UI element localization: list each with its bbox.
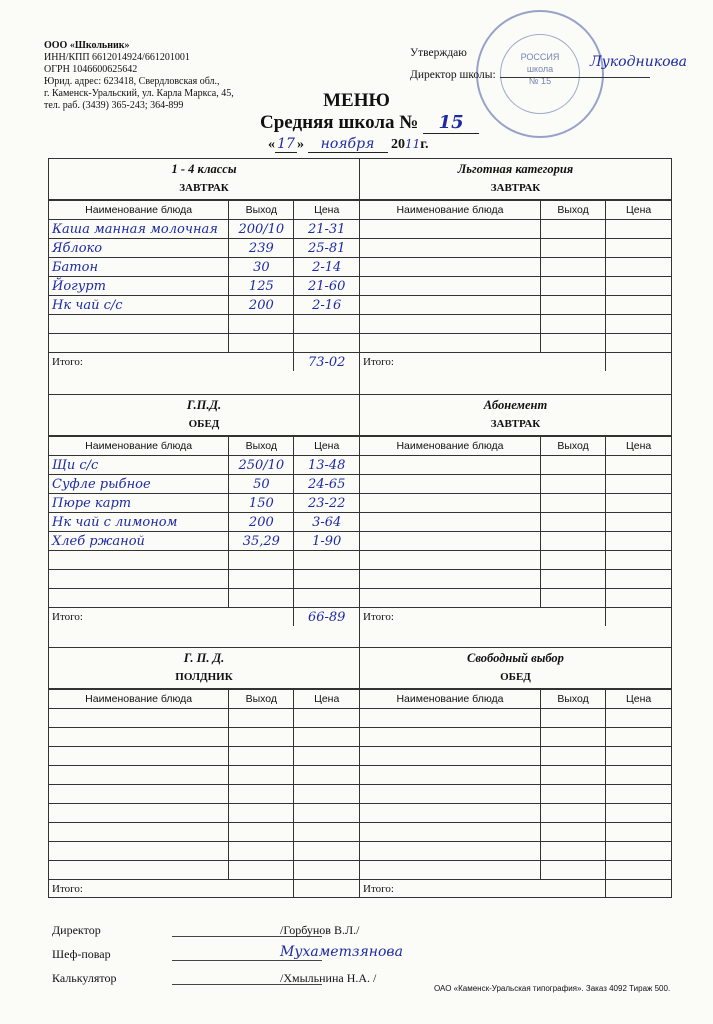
dish-output bbox=[229, 804, 294, 823]
table-row bbox=[49, 709, 359, 728]
calculator-name: /Хмыльнина Н.А. / bbox=[280, 971, 377, 985]
table-row bbox=[49, 823, 359, 842]
dish-name bbox=[49, 842, 229, 861]
dish-name bbox=[49, 315, 229, 334]
dish-name bbox=[360, 551, 540, 570]
chef-sign-row bbox=[52, 942, 403, 966]
school-label: Средняя школа № bbox=[260, 112, 419, 133]
date-year-prefix: 20 bbox=[391, 137, 405, 152]
table-row bbox=[49, 766, 359, 785]
dish-price bbox=[606, 296, 671, 315]
section-title: Г.П.Д. bbox=[186, 398, 222, 412]
dish-price bbox=[606, 570, 671, 589]
dish-name bbox=[360, 570, 540, 589]
table-row bbox=[360, 475, 671, 494]
dish-output bbox=[540, 296, 605, 315]
dish-price bbox=[294, 785, 359, 804]
dish-output bbox=[229, 728, 294, 747]
dish-name bbox=[49, 861, 229, 880]
dish-name bbox=[49, 709, 229, 728]
table-row bbox=[49, 551, 359, 570]
dish-price: 13-48 bbox=[294, 456, 359, 475]
total-label: Итого: bbox=[49, 608, 294, 627]
dish-output bbox=[540, 277, 605, 296]
director-name: /Горбунов В.Л./ bbox=[280, 923, 360, 937]
table-row bbox=[360, 823, 671, 842]
table-row bbox=[49, 861, 359, 880]
total-label: Итого: bbox=[49, 880, 294, 899]
section-title: Г. П. Д. bbox=[183, 651, 225, 665]
dish-price: 1-90 bbox=[294, 532, 359, 551]
table-row bbox=[360, 315, 671, 334]
dish-output bbox=[540, 551, 605, 570]
dish-name: Хлеб ржаной bbox=[49, 532, 229, 551]
dish-name bbox=[49, 589, 229, 608]
dish-price bbox=[606, 589, 671, 608]
menu-date bbox=[268, 136, 429, 153]
column-header-price: Цена bbox=[606, 437, 671, 456]
total-value: 66-89 bbox=[294, 608, 359, 627]
dish-output bbox=[540, 842, 605, 861]
table-row bbox=[360, 804, 671, 823]
dish-name bbox=[360, 513, 540, 532]
dish-output: 30 bbox=[229, 258, 294, 277]
dish-name bbox=[360, 494, 540, 513]
total-row bbox=[360, 608, 671, 627]
table-row bbox=[49, 258, 359, 277]
dish-price bbox=[294, 804, 359, 823]
dish-output bbox=[229, 709, 294, 728]
column-header-name: Наименование блюда bbox=[360, 690, 540, 709]
dish-price: 21-60 bbox=[294, 277, 359, 296]
dish-output bbox=[540, 861, 605, 880]
column-header-price: Цена bbox=[294, 437, 359, 456]
org-address-1: Юрид. адрес: 623418, Свердловская обл., bbox=[44, 76, 220, 87]
table-row bbox=[360, 747, 671, 766]
dish-price bbox=[606, 804, 671, 823]
date-day: 17 bbox=[275, 136, 297, 153]
org-address-2: г. Каменск-Уральский, ул. Карла Маркса, 45, bbox=[44, 88, 234, 99]
dish-price bbox=[294, 861, 359, 880]
dish-output: 239 bbox=[229, 239, 294, 258]
dish-output bbox=[229, 823, 294, 842]
table-row bbox=[49, 728, 359, 747]
table-row bbox=[360, 861, 671, 880]
table-row bbox=[49, 570, 359, 589]
column-header-output: Выход bbox=[229, 690, 294, 709]
section-meal: ЗАВТРАК bbox=[49, 179, 359, 200]
dish-price bbox=[294, 842, 359, 861]
dish-name: Пюре карт bbox=[49, 494, 229, 513]
dish-price bbox=[606, 277, 671, 296]
table-row bbox=[360, 296, 671, 315]
dish-price bbox=[606, 785, 671, 804]
dish-price: 24-65 bbox=[294, 475, 359, 494]
dish-price: 25-81 bbox=[294, 239, 359, 258]
dish-output bbox=[540, 475, 605, 494]
dish-output bbox=[540, 766, 605, 785]
dish-name bbox=[49, 747, 229, 766]
section-grades-1-4 bbox=[49, 159, 359, 371]
dish-name bbox=[360, 747, 540, 766]
dish-name bbox=[49, 785, 229, 804]
table-row bbox=[49, 277, 359, 296]
menu-table bbox=[360, 200, 671, 371]
dish-output bbox=[540, 220, 605, 239]
table-row bbox=[49, 494, 359, 513]
page-subtitle bbox=[260, 112, 479, 134]
dish-price bbox=[294, 766, 359, 785]
dish-name bbox=[360, 475, 540, 494]
dish-price bbox=[606, 513, 671, 532]
header-row bbox=[49, 690, 359, 709]
dish-price bbox=[294, 709, 359, 728]
dish-price: 2-16 bbox=[294, 296, 359, 315]
dish-output bbox=[229, 861, 294, 880]
table-row bbox=[49, 239, 359, 258]
dish-price bbox=[606, 842, 671, 861]
dish-price bbox=[606, 861, 671, 880]
school-number: 15 bbox=[423, 112, 479, 134]
dish-name: Нк чай с/с bbox=[49, 296, 229, 315]
dish-output bbox=[540, 747, 605, 766]
dish-name bbox=[360, 277, 540, 296]
dish-price: 2-14 bbox=[294, 258, 359, 277]
dish-price bbox=[606, 728, 671, 747]
dish-name bbox=[360, 861, 540, 880]
dish-name bbox=[49, 551, 229, 570]
date-month: ноября bbox=[308, 136, 388, 153]
total-row bbox=[49, 353, 359, 372]
dish-price bbox=[294, 823, 359, 842]
dish-output bbox=[540, 570, 605, 589]
dish-name: Щи с/с bbox=[49, 456, 229, 475]
total-label: Итого: bbox=[360, 608, 606, 627]
table-row bbox=[49, 842, 359, 861]
signatures-block bbox=[52, 918, 403, 990]
dish-price: 3-64 bbox=[294, 513, 359, 532]
table-row bbox=[49, 804, 359, 823]
dish-output bbox=[229, 551, 294, 570]
dish-output bbox=[540, 532, 605, 551]
section-gpd-lunch bbox=[49, 394, 359, 626]
column-header-output: Выход bbox=[540, 690, 605, 709]
dish-output bbox=[540, 823, 605, 842]
dish-price bbox=[606, 823, 671, 842]
dish-name bbox=[360, 220, 540, 239]
dish-name bbox=[360, 589, 540, 608]
table-row bbox=[360, 532, 671, 551]
dish-name bbox=[360, 804, 540, 823]
table-row bbox=[49, 589, 359, 608]
table-row bbox=[360, 570, 671, 589]
column-header-name: Наименование блюда bbox=[49, 690, 229, 709]
dish-output bbox=[229, 747, 294, 766]
dish-price bbox=[606, 239, 671, 258]
dish-name bbox=[49, 823, 229, 842]
table-row bbox=[360, 766, 671, 785]
dish-output bbox=[540, 494, 605, 513]
dish-output bbox=[540, 258, 605, 277]
director-sign-row bbox=[52, 918, 360, 942]
total-row bbox=[49, 608, 359, 627]
dish-name: Йогурт bbox=[49, 277, 229, 296]
dish-price bbox=[606, 709, 671, 728]
dish-price: 23-22 bbox=[294, 494, 359, 513]
dish-output: 200 bbox=[229, 296, 294, 315]
table-row bbox=[360, 220, 671, 239]
dish-name: Батон bbox=[49, 258, 229, 277]
dish-name bbox=[360, 296, 540, 315]
column-header-name: Наименование блюда bbox=[49, 201, 229, 220]
total-row bbox=[360, 353, 671, 372]
dish-price bbox=[606, 258, 671, 277]
menu-grid bbox=[48, 158, 672, 898]
section-meal: ОБЕД bbox=[360, 668, 671, 689]
dish-output bbox=[540, 456, 605, 475]
column-header-output: Выход bbox=[540, 437, 605, 456]
table-row bbox=[360, 494, 671, 513]
dish-name bbox=[360, 334, 540, 353]
printer-info: ОАО «Каменск-Уральская типография». Заказ 4092 Тираж 500. bbox=[434, 984, 671, 993]
dish-output: 150 bbox=[229, 494, 294, 513]
dish-output bbox=[229, 766, 294, 785]
dish-output bbox=[229, 334, 294, 353]
stamp-line-2: школа bbox=[526, 64, 554, 74]
column-header-name: Наименование блюда bbox=[360, 201, 540, 220]
dish-price bbox=[606, 532, 671, 551]
dish-name: Нк чай с лимоном bbox=[49, 513, 229, 532]
dish-output: 250/10 bbox=[229, 456, 294, 475]
column-header-output: Выход bbox=[229, 437, 294, 456]
director-school-label: Директор школы: bbox=[410, 69, 496, 81]
column-header-price: Цена bbox=[606, 690, 671, 709]
total-label: Итого: bbox=[360, 353, 606, 372]
section-meal: ОБЕД bbox=[49, 415, 359, 436]
dish-name bbox=[360, 823, 540, 842]
dish-output bbox=[540, 785, 605, 804]
dish-output bbox=[540, 728, 605, 747]
menu-table bbox=[360, 689, 671, 898]
total-value bbox=[606, 353, 671, 372]
total-value bbox=[606, 608, 671, 627]
dish-price bbox=[294, 551, 359, 570]
table-row bbox=[360, 513, 671, 532]
menu-table bbox=[49, 689, 359, 898]
date-year-suffix: 11 bbox=[405, 137, 421, 151]
stamp-line-1: РОССИЯ bbox=[520, 52, 560, 62]
dish-output bbox=[229, 842, 294, 861]
table-row bbox=[49, 334, 359, 353]
dish-name bbox=[49, 570, 229, 589]
column-header-output: Выход bbox=[540, 201, 605, 220]
dish-price bbox=[294, 728, 359, 747]
org-ogrn: ОГРН 1046600625642 bbox=[44, 64, 138, 75]
dish-name bbox=[360, 766, 540, 785]
dish-output bbox=[540, 239, 605, 258]
dish-output bbox=[229, 589, 294, 608]
section-meal: ЗАВТРАК bbox=[360, 415, 671, 436]
section-title: Абонемент bbox=[483, 398, 548, 412]
dish-name bbox=[360, 532, 540, 551]
chef-label: Шеф-повар bbox=[52, 947, 111, 961]
table-row bbox=[360, 842, 671, 861]
header-row bbox=[360, 437, 671, 456]
dish-price bbox=[606, 551, 671, 570]
table-row bbox=[360, 277, 671, 296]
date-quote-close: » bbox=[297, 137, 304, 152]
table-row bbox=[360, 334, 671, 353]
total-value bbox=[606, 880, 671, 899]
dish-output: 200/10 bbox=[229, 220, 294, 239]
dish-price bbox=[294, 315, 359, 334]
dish-name bbox=[360, 239, 540, 258]
dish-price bbox=[294, 570, 359, 589]
table-row bbox=[49, 315, 359, 334]
table-row bbox=[360, 551, 671, 570]
dish-price bbox=[294, 334, 359, 353]
section-gpd-snack bbox=[49, 647, 359, 898]
table-row bbox=[49, 220, 359, 239]
section-title: Льготная категория bbox=[457, 162, 574, 176]
dish-output: 35,29 bbox=[229, 532, 294, 551]
total-row bbox=[49, 880, 359, 899]
dish-output bbox=[540, 334, 605, 353]
column-header-price: Цена bbox=[294, 690, 359, 709]
table-row bbox=[360, 785, 671, 804]
column-header-price: Цена bbox=[606, 201, 671, 220]
dish-price bbox=[606, 494, 671, 513]
column-header-output: Выход bbox=[229, 201, 294, 220]
dish-price bbox=[606, 747, 671, 766]
dish-name bbox=[49, 766, 229, 785]
dish-output bbox=[229, 785, 294, 804]
dish-name: Каша манная молочная bbox=[49, 220, 229, 239]
chef-name: Мухаметзянова bbox=[280, 944, 403, 960]
dish-name bbox=[360, 709, 540, 728]
column-header-name: Наименование блюда bbox=[49, 437, 229, 456]
dish-name bbox=[49, 334, 229, 353]
column-header-price: Цена bbox=[294, 201, 359, 220]
dish-price bbox=[606, 315, 671, 334]
section-title: 1 - 4 классы bbox=[171, 162, 237, 176]
org-inn: ИНН/КПП 6612014924/661201001 bbox=[44, 52, 190, 63]
column-header-name: Наименование блюда bbox=[360, 437, 540, 456]
header-row bbox=[49, 201, 359, 220]
dish-price bbox=[606, 220, 671, 239]
dish-price bbox=[606, 334, 671, 353]
section-benefit-category bbox=[360, 159, 671, 371]
dish-output bbox=[540, 804, 605, 823]
dish-price bbox=[606, 766, 671, 785]
dish-name bbox=[49, 804, 229, 823]
table-row bbox=[49, 296, 359, 315]
table-row bbox=[49, 475, 359, 494]
dish-name bbox=[360, 315, 540, 334]
dish-price bbox=[606, 456, 671, 475]
dish-name: Яблоко bbox=[49, 239, 229, 258]
dish-price bbox=[294, 589, 359, 608]
total-value bbox=[294, 880, 359, 899]
dish-name bbox=[360, 785, 540, 804]
dish-output: 125 bbox=[229, 277, 294, 296]
dish-output bbox=[540, 315, 605, 334]
dish-name bbox=[360, 842, 540, 861]
table-row bbox=[360, 239, 671, 258]
date-quote-open: « bbox=[268, 137, 275, 152]
dish-output bbox=[540, 513, 605, 532]
dish-output: 200 bbox=[229, 513, 294, 532]
stamp-line-3: № 15 bbox=[528, 76, 552, 86]
dish-price bbox=[606, 475, 671, 494]
table-row bbox=[360, 709, 671, 728]
director-handwritten-name: Лукодникова bbox=[590, 54, 687, 70]
section-meal: ПОЛДНИК bbox=[49, 668, 359, 689]
table-row bbox=[49, 747, 359, 766]
table-row bbox=[360, 456, 671, 475]
calc-sign-row bbox=[52, 966, 377, 990]
approve-label: Утверждаю bbox=[410, 47, 467, 59]
calculator-label: Калькулятор bbox=[52, 971, 117, 985]
table-row bbox=[49, 532, 359, 551]
org-name: ООО «Школьник» bbox=[44, 40, 130, 51]
dish-price bbox=[294, 747, 359, 766]
date-year-end: г. bbox=[420, 137, 429, 152]
table-row bbox=[360, 589, 671, 608]
table-row bbox=[49, 513, 359, 532]
total-row bbox=[360, 880, 671, 899]
header-row bbox=[360, 201, 671, 220]
section-meal: ЗАВТРАК bbox=[360, 179, 671, 200]
page-title: МЕНЮ bbox=[323, 90, 390, 111]
table-row bbox=[360, 258, 671, 277]
dish-name bbox=[360, 258, 540, 277]
dish-name: Суфле рыбное bbox=[49, 475, 229, 494]
dish-output bbox=[229, 570, 294, 589]
total-label: Итого: bbox=[360, 880, 606, 899]
menu-table bbox=[49, 200, 359, 371]
director-signature-line bbox=[500, 77, 650, 78]
section-title: Свободный выбор bbox=[467, 651, 564, 665]
header-row bbox=[49, 437, 359, 456]
total-label: Итого: bbox=[49, 353, 294, 372]
director-label: Директор bbox=[52, 923, 101, 937]
dish-name bbox=[360, 456, 540, 475]
dish-price: 21-31 bbox=[294, 220, 359, 239]
dish-output bbox=[540, 589, 605, 608]
dish-name bbox=[360, 728, 540, 747]
dish-output: 50 bbox=[229, 475, 294, 494]
dish-name bbox=[49, 728, 229, 747]
dish-output bbox=[540, 709, 605, 728]
section-subscription bbox=[360, 394, 671, 626]
menu-table bbox=[360, 436, 671, 626]
table-row bbox=[360, 728, 671, 747]
section-free-choice bbox=[360, 647, 671, 898]
org-phones: тел. раб. (3439) 365-243; 364-899 bbox=[44, 100, 184, 111]
total-value: 73-02 bbox=[294, 353, 359, 372]
header-row bbox=[360, 690, 671, 709]
table-row bbox=[49, 456, 359, 475]
table-row bbox=[49, 785, 359, 804]
dish-output bbox=[229, 315, 294, 334]
menu-table bbox=[49, 436, 359, 626]
